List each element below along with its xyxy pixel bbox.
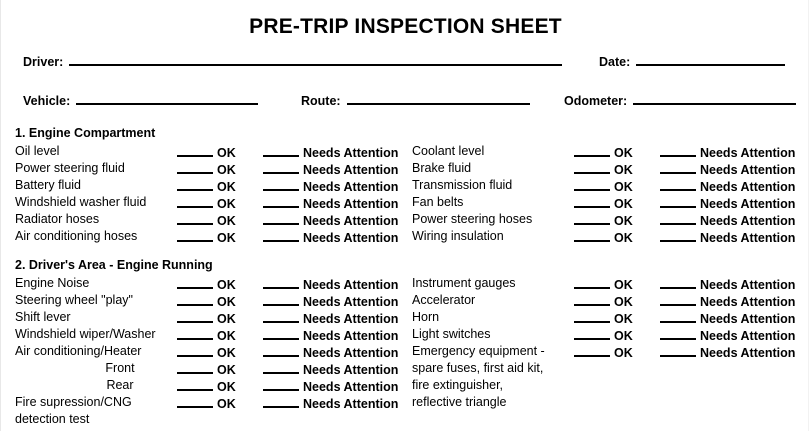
route-field-label: Route: (301, 94, 341, 108)
date-field-label: Date: (599, 55, 631, 69)
ok-label: OK (217, 363, 236, 377)
ok-label: OK (217, 295, 236, 309)
needs-attention-label: Needs Attention (700, 278, 796, 292)
needs-attention-blank-line[interactable] (263, 309, 299, 323)
ok-label: OK (614, 180, 633, 194)
ok-blank-line[interactable] (574, 211, 610, 225)
vehicle-field-label: Vehicle: (23, 94, 71, 108)
checklist-item-label: Instrument gauges (412, 276, 516, 290)
needs-attention-blank-line[interactable] (263, 177, 299, 191)
ok-blank-line[interactable] (177, 194, 213, 208)
ok-label: OK (217, 163, 236, 177)
checklist-item-label: Power steering hoses (412, 212, 533, 226)
needs-attention-label: Needs Attention (303, 146, 399, 160)
needs-attention-label: Needs Attention (700, 231, 796, 245)
ok-label: OK (614, 214, 633, 228)
ok-blank-line[interactable] (574, 228, 610, 242)
needs-attention-blank-line[interactable] (660, 194, 696, 208)
ok-checkbox-group[interactable] (574, 228, 633, 247)
checklist-item-label: Engine Noise (15, 276, 90, 290)
needs-attention-label: Needs Attention (700, 197, 796, 211)
ok-blank-line[interactable] (177, 177, 213, 191)
checklist-item-label: Windshield wiper/Washer (15, 327, 156, 341)
ok-blank-line[interactable] (177, 228, 213, 242)
needs-attention-label: Needs Attention (303, 397, 399, 411)
ok-blank-line[interactable] (177, 343, 213, 357)
ok-blank-line[interactable] (574, 309, 610, 323)
needs-attention-label: Needs Attention (700, 180, 796, 194)
checklist-item-label: Accelerator (412, 293, 476, 307)
needs-attention-label: Needs Attention (700, 329, 796, 343)
ok-checkbox-group[interactable] (574, 343, 633, 362)
needs-attention-label: Needs Attention (303, 231, 399, 245)
ok-blank-line[interactable] (177, 394, 213, 408)
odometer-field[interactable] (564, 92, 796, 109)
checklist-item-label: Fan belts (412, 195, 464, 209)
checklist-item-label: Air conditioning/Heater (15, 344, 142, 358)
ok-blank-line[interactable] (177, 275, 213, 289)
ok-label: OK (614, 312, 633, 326)
needs-attention-blank-line[interactable] (263, 143, 299, 157)
ok-blank-line[interactable] (574, 143, 610, 157)
checklist-item-label: Coolant level (412, 144, 485, 158)
needs-attention-checkbox-group[interactable] (660, 228, 795, 247)
checklist-item-label: Front (105, 361, 135, 375)
needs-attention-label: Needs Attention (303, 295, 399, 309)
section-2-heading: 2. Driver's Area - Engine Running (15, 258, 213, 272)
needs-attention-blank-line[interactable] (263, 343, 299, 357)
checklist-item-label: Air conditioning hoses (15, 229, 138, 243)
needs-attention-label: Needs Attention (303, 380, 399, 394)
route-field-rule[interactable] (347, 92, 530, 105)
needs-attention-label: Needs Attention (700, 346, 796, 360)
checklist-item-label: Brake fluid (412, 161, 472, 175)
needs-attention-blank-line[interactable] (660, 292, 696, 306)
needs-attention-blank-line[interactable] (263, 394, 299, 408)
checklist-item-continuation: fire extinguisher, (412, 378, 504, 392)
ok-label: OK (217, 146, 236, 160)
section-1-heading: 1. Engine Compartment (15, 126, 156, 140)
ok-label: OK (217, 214, 236, 228)
checklist-item-label: Light switches (412, 327, 491, 341)
needs-attention-blank-line[interactable] (660, 211, 696, 225)
needs-attention-blank-line[interactable] (263, 326, 299, 340)
ok-label: OK (614, 146, 633, 160)
checklist-item-label: Wiring insulation (412, 229, 504, 243)
needs-attention-blank-line[interactable] (660, 275, 696, 289)
checklist-item-label: Power steering fluid (15, 161, 125, 175)
needs-attention-label: Needs Attention (303, 163, 399, 177)
needs-attention-label: Needs Attention (303, 214, 399, 228)
checklist-item-label: Emergency equipment - (412, 344, 545, 358)
ok-label: OK (217, 231, 236, 245)
needs-attention-blank-line[interactable] (263, 377, 299, 391)
ok-blank-line[interactable] (574, 292, 610, 306)
ok-checkbox-group[interactable] (177, 228, 236, 247)
ok-label: OK (217, 346, 236, 360)
checklist-item-label: Windshield washer fluid (15, 195, 147, 209)
needs-attention-label: Needs Attention (700, 214, 796, 228)
needs-attention-blank-line[interactable] (660, 309, 696, 323)
ok-label: OK (614, 163, 633, 177)
needs-attention-label: Needs Attention (303, 180, 399, 194)
checklist-item-label: Battery fluid (15, 178, 82, 192)
ok-label: OK (614, 197, 633, 211)
needs-attention-blank-line[interactable] (660, 326, 696, 340)
needs-attention-label: Needs Attention (303, 363, 399, 377)
needs-attention-blank-line[interactable] (263, 275, 299, 289)
driver-field[interactable] (23, 53, 562, 70)
needs-attention-blank-line[interactable] (660, 343, 696, 357)
date-field-rule[interactable] (636, 53, 785, 66)
needs-attention-label: Needs Attention (700, 146, 796, 160)
date-field[interactable] (599, 53, 785, 70)
ok-blank-line[interactable] (574, 160, 610, 174)
checklist-item-label: Steering wheel "play" (15, 293, 133, 307)
needs-attention-blank-line[interactable] (263, 160, 299, 174)
ok-label: OK (614, 346, 633, 360)
needs-attention-label: Needs Attention (700, 163, 796, 177)
checklist-item-continuation: spare fuses, first aid kit, (412, 361, 544, 375)
ok-checkbox-group[interactable] (177, 394, 236, 413)
ok-blank-line[interactable] (177, 143, 213, 157)
ok-label: OK (217, 329, 236, 343)
ok-blank-line[interactable] (177, 292, 213, 306)
checklist-item-continuation: reflective triangle (412, 395, 507, 409)
needs-attention-blank-line[interactable] (660, 143, 696, 157)
checklist-item-continuation: detection test (15, 412, 90, 426)
needs-attention-label: Needs Attention (303, 346, 399, 360)
checklist-item-label: Horn (412, 310, 440, 324)
needs-attention-blank-line[interactable] (263, 194, 299, 208)
needs-attention-label: Needs Attention (700, 295, 796, 309)
needs-attention-blank-line[interactable] (660, 177, 696, 191)
needs-attention-label: Needs Attention (303, 197, 399, 211)
needs-attention-blank-line[interactable] (660, 160, 696, 174)
ok-blank-line[interactable] (574, 275, 610, 289)
ok-label: OK (217, 380, 236, 394)
ok-label: OK (217, 397, 236, 411)
ok-blank-line[interactable] (574, 326, 610, 340)
needs-attention-blank-line[interactable] (263, 292, 299, 306)
ok-blank-line[interactable] (177, 211, 213, 225)
ok-label: OK (614, 295, 633, 309)
odometer-field-rule[interactable] (633, 92, 796, 105)
needs-attention-checkbox-group[interactable] (263, 228, 398, 247)
needs-attention-blank-line[interactable] (660, 228, 696, 242)
ok-label: OK (217, 278, 236, 292)
vehicle-field-rule[interactable] (76, 92, 258, 105)
checklist-item-label: Shift lever (15, 310, 71, 324)
needs-attention-blank-line[interactable] (263, 211, 299, 225)
ok-blank-line[interactable] (574, 177, 610, 191)
ok-blank-line[interactable] (574, 343, 610, 357)
checklist-item-label: Fire supression/CNG (15, 395, 132, 409)
ok-blank-line[interactable] (177, 326, 213, 340)
needs-attention-label: Needs Attention (303, 278, 399, 292)
ok-label: OK (217, 180, 236, 194)
vehicle-field[interactable] (23, 92, 258, 109)
checklist-item-label: Rear (106, 378, 134, 392)
ok-label: OK (614, 278, 633, 292)
ok-label: OK (217, 197, 236, 211)
driver-field-rule[interactable] (69, 53, 562, 66)
checklist-item-label: Radiator hoses (15, 212, 100, 226)
ok-label: OK (614, 329, 633, 343)
ok-blank-line[interactable] (574, 194, 610, 208)
needs-attention-label: Needs Attention (303, 312, 399, 326)
needs-attention-label: Needs Attention (303, 329, 399, 343)
ok-label: OK (217, 312, 236, 326)
driver-field-label: Driver: (23, 55, 64, 69)
page-title: PRE-TRIP INSPECTION SHEET (249, 15, 562, 38)
ok-blank-line[interactable] (177, 309, 213, 323)
odometer-field-label: Odometer: (564, 94, 628, 108)
needs-attention-blank-line[interactable] (263, 228, 299, 242)
needs-attention-checkbox-group[interactable] (660, 343, 795, 362)
needs-attention-blank-line[interactable] (263, 360, 299, 374)
route-field[interactable] (301, 92, 530, 109)
checklist-item-label: Transmission fluid (412, 178, 513, 192)
needs-attention-checkbox-group[interactable] (263, 394, 398, 413)
ok-blank-line[interactable] (177, 160, 213, 174)
needs-attention-label: Needs Attention (700, 312, 796, 326)
checklist-item-label: Oil level (15, 144, 60, 158)
ok-blank-line[interactable] (177, 360, 213, 374)
ok-label: OK (614, 231, 633, 245)
ok-blank-line[interactable] (177, 377, 213, 391)
